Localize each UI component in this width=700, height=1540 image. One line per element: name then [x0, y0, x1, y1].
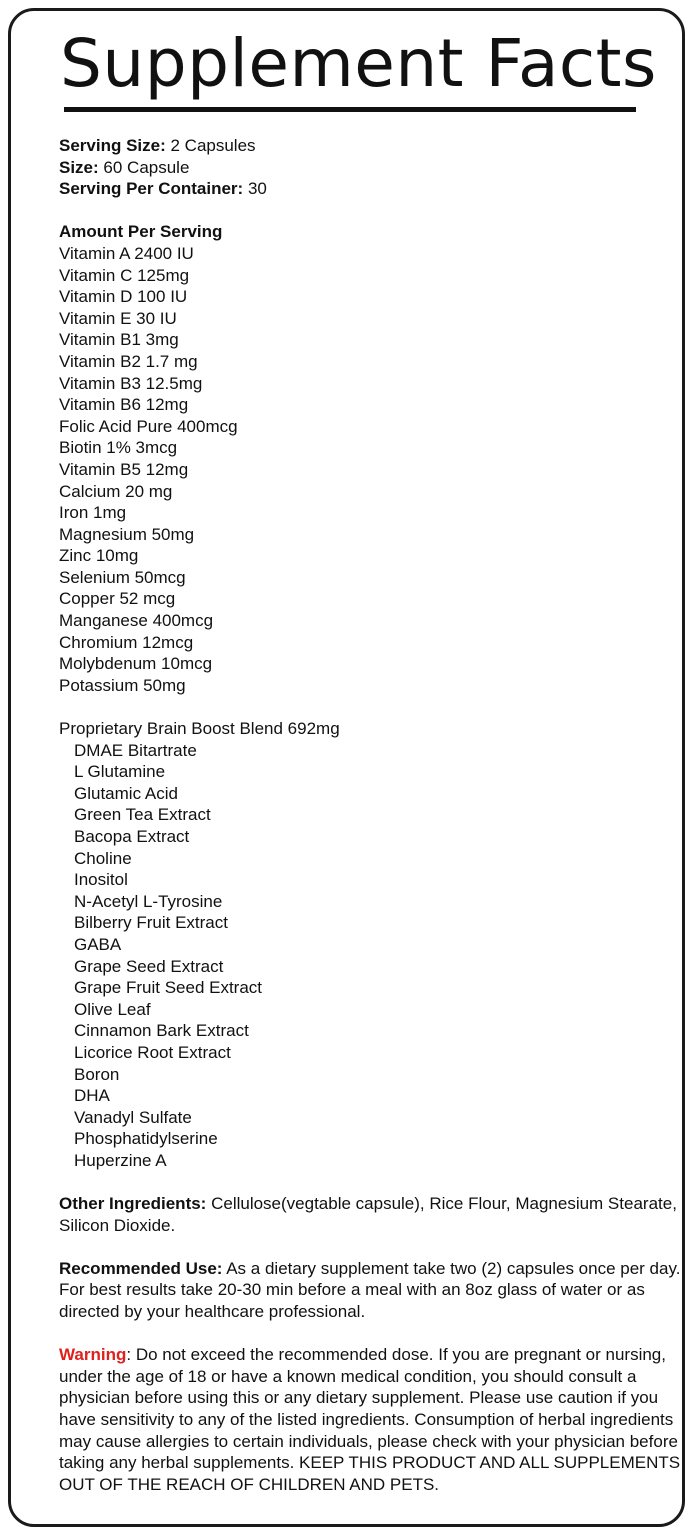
title-divider — [64, 107, 636, 112]
nutrient-item: Vitamin C 125mg — [59, 265, 190, 285]
spacer — [59, 1172, 659, 1194]
serving-size-row — [59, 135, 659, 157]
capsule-count-row — [59, 157, 659, 179]
nutrient-item: Copper 52 mcg — [59, 589, 176, 609]
nutrient-item: Vitamin B3 12.5mg — [59, 373, 203, 393]
servings-per-container-row — [59, 178, 659, 200]
nutrient-item: Vitamin B2 1.7 mg — [59, 351, 198, 371]
blend-ingredient-item: GABA — [74, 934, 122, 954]
nutrient-list — [59, 243, 659, 696]
nutrient-item: Magnesium 50mg — [59, 524, 195, 544]
other-ingredients-text: Cellulose(vegtable capsule), Rice Flour, Magnesium Stearate, Silicon Dioxide. — [59, 1194, 677, 1235]
blend-ingredient-item: Vanadyl Sulfate — [74, 1107, 192, 1127]
spacer — [59, 1236, 659, 1258]
blend-ingredient-list — [59, 740, 659, 1172]
spacer — [59, 200, 659, 222]
blend-ingredient-item: Grape Seed Extract — [74, 956, 224, 976]
blend-ingredient-item: N-Acetyl L-Tyrosine — [74, 891, 223, 911]
warning-text: : Do not exceed the recommended dose. If you are pregnant or nursing, under the age of 18 or have a known medical condition, you should consult a physician before using this or any dietary supplement. Please use caution if you have sensitivity to any of the listed ingredients. Consumption of herbal ingredients may cause allergies to certain individuals, please check with your physician before taking any herbal supplements. KEEP THIS PRODUCT AND ALL SUPPLEMENTS OUT OF THE REACH OF CHILDREN AND PETS. — [59, 1345, 681, 1494]
recommended-use-label: Recommended Use: — [59, 1258, 223, 1278]
blend-ingredient-item: Green Tea Extract — [74, 805, 211, 825]
blend-ingredient-item: DMAE Bitartrate — [74, 740, 197, 760]
blend-ingredient-item: Licorice Root Extract — [74, 1042, 231, 1062]
nutrient-item: Vitamin D 100 IU — [59, 287, 188, 307]
nutrient-item: Manganese 400mcg — [59, 611, 214, 631]
nutrient-item: Vitamin A 2400 IU — [59, 243, 194, 263]
blend-ingredient-item: Bilberry Fruit Extract — [74, 913, 228, 933]
facts-content — [59, 135, 681, 1495]
spacer — [59, 696, 659, 718]
blend-title: Proprietary Brain Boost Blend 692mg — [59, 719, 340, 739]
blend-ingredient-item: Huperzine A — [74, 1150, 167, 1170]
nutrient-item: Vitamin B6 12mg — [59, 395, 189, 415]
blend-ingredient-item: DHA — [74, 1086, 110, 1106]
nutrient-item: Vitamin B5 12mg — [59, 459, 189, 479]
nutrient-item: Zinc 10mg — [59, 546, 139, 566]
recommended-use-text: As a dietary supplement take two (2) capsules once per day. For best results take 20-30 min before a meal with an 8oz glass of water or as directed by your healthcare professional. — [59, 1258, 681, 1322]
blend-ingredient-item: Choline — [74, 848, 132, 868]
blend-ingredient-item: Grape Fruit Seed Extract — [74, 978, 263, 998]
warning-label: Warning — [59, 1345, 127, 1365]
blend-ingredient-item: Phosphatidylserine — [74, 1129, 218, 1149]
nutrient-item: Molybdenum 10mcg — [59, 654, 213, 674]
nutrient-item: Iron 1mg — [59, 503, 127, 523]
serving-size-label: Serving Size: — [59, 136, 166, 155]
capsule-count-label: Size: — [59, 157, 99, 177]
nutrient-item: Potassium 50mg — [59, 675, 186, 695]
recommended-use-section — [59, 1258, 687, 1323]
nutrient-item: Calcium 20 mg — [59, 481, 173, 501]
blend-ingredient-item: Inositol — [74, 870, 128, 890]
servings-per-container-value: 30 — [243, 179, 267, 199]
blend-ingredient-item: Olive Leaf — [74, 999, 151, 1019]
blend-ingredient-item: Bacopa Extract — [74, 827, 190, 846]
capsule-count-value: 60 Capsule — [98, 157, 190, 177]
blend-ingredient-item: Cinnamon Bark Extract — [74, 1021, 249, 1041]
blend-ingredient-item: Glutamic Acid — [74, 783, 178, 803]
spacer — [59, 1323, 659, 1345]
other-ingredients-section — [59, 1193, 687, 1236]
blend-ingredient-item: L Glutamine — [74, 762, 166, 782]
nutrient-item: Vitamin B1 3mg — [59, 330, 179, 350]
nutrient-item: Vitamin E 30 IU — [59, 308, 177, 328]
warning-section — [59, 1344, 687, 1495]
servings-per-container-label: Serving Per Container: — [59, 179, 244, 199]
other-ingredients-label: Other Ingredients: — [59, 1194, 207, 1214]
nutrient-item: Folic Acid Pure 400mcg — [59, 416, 238, 436]
nutrient-item: Biotin 1% 3mcg — [59, 438, 178, 458]
page-title: Supplement Facts — [60, 25, 657, 102]
amount-per-serving-header: Amount Per Serving — [59, 222, 223, 242]
nutrient-item: Selenium 50mcg — [59, 567, 186, 587]
nutrient-item: Chromium 12mcg — [59, 632, 194, 652]
serving-size-value: 2 Capsules — [165, 136, 256, 155]
blend-ingredient-item: Boron — [74, 1064, 120, 1084]
